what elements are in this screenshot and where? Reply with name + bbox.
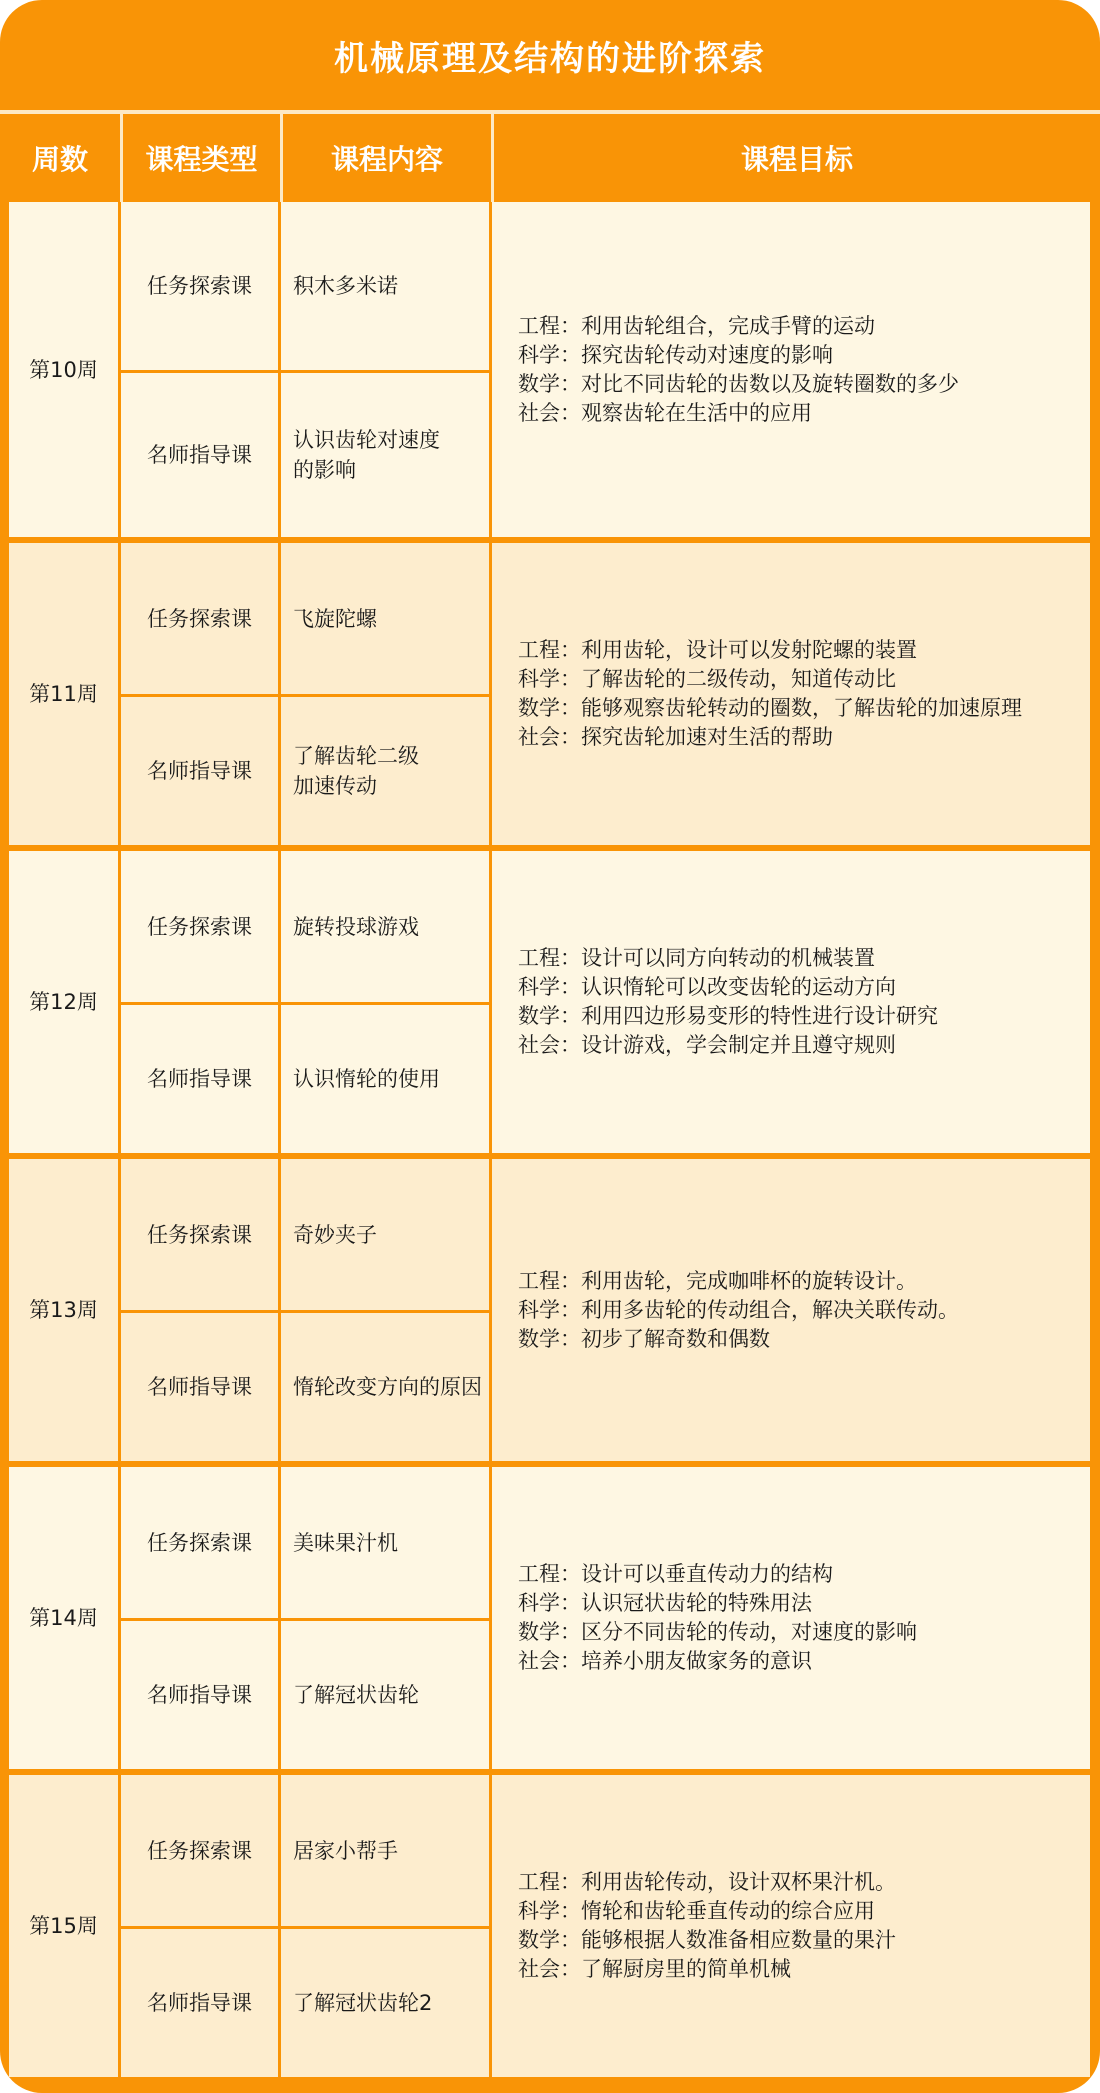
week-label: 第10周 (9, 202, 118, 537)
week-block (9, 1467, 1090, 1769)
course-content: 奇妙夹子 (281, 1159, 489, 1310)
goal-line: 工程：利用齿轮传动，设计双杯果汁机。 (518, 1870, 896, 1894)
goal-line: 数学：能够观察齿轮转动的圈数，了解齿轮的加速原理 (518, 696, 1022, 720)
goal-line: 数学：能够根据人数准备相应数量的果汁 (518, 1928, 896, 1952)
page-title: 机械原理及结构的进阶探索 (334, 38, 766, 79)
goal-line: 科学：了解齿轮的二级传动，知道传动比 (518, 667, 896, 691)
course-type: 任务探索课 (121, 202, 278, 370)
course-goals (492, 1159, 1090, 1461)
week-label: 第13周 (9, 1159, 118, 1461)
goal-line: 社会：设计游戏，学会制定并且遵守规则 (518, 1033, 896, 1057)
header-goal: 课程目标 (740, 143, 853, 176)
course-type: 名师指导课 (121, 1621, 278, 1769)
goal-line: 科学：利用多齿轮的传动组合，解决关联传动。 (518, 1297, 959, 1322)
header-type: 课程类型 (145, 143, 258, 176)
course-content: 美味果汁机 (281, 1467, 489, 1618)
goal-line: 社会：观察齿轮在生活中的应用 (518, 400, 812, 425)
week-block (9, 851, 1090, 1153)
course-content: 飞旋陀螺 (281, 543, 489, 694)
course-goals (492, 543, 1090, 845)
course-goals (492, 1775, 1090, 2077)
course-type: 名师指导课 (121, 697, 278, 845)
goal-line: 工程：设计可以同方向转动的机械装置 (518, 946, 875, 970)
course-type: 名师指导课 (121, 1929, 278, 2077)
goal-line: 科学：探究齿轮传动对速度的影响 (518, 342, 833, 367)
goal-line: 数学：初步了解奇数和偶数 (518, 1326, 770, 1351)
course-content: 认识惰轮的使用 (281, 1005, 489, 1153)
goal-line: 社会：了解厨房里的简单机械 (518, 1957, 791, 1981)
week-block (9, 1159, 1090, 1461)
week-label: 第14周 (9, 1467, 118, 1769)
course-type: 名师指导课 (121, 373, 278, 537)
goal-line: 工程：利用齿轮，完成咖啡杯的旋转设计。 (518, 1268, 917, 1293)
week-block (9, 1775, 1090, 2077)
goal-line: 科学：认识惰轮可以改变齿轮的运动方向 (518, 975, 896, 999)
goal-line: 科学：认识冠状齿轮的特殊用法 (518, 1591, 812, 1615)
week-label: 第12周 (9, 851, 118, 1153)
table-header (0, 114, 1100, 202)
course-content: 了解冠状齿轮 (281, 1621, 489, 1769)
course-content: 了解冠状齿轮2 (281, 1929, 489, 2077)
goal-line: 数学：利用四边形易变形的特性进行设计研究 (518, 1004, 938, 1028)
course-goals (492, 202, 1090, 537)
course-content: 旋转投球游戏 (281, 851, 489, 1002)
course-content: 惰轮改变方向的原因 (281, 1313, 489, 1461)
week-block (9, 202, 1090, 537)
course-type: 任务探索课 (121, 1467, 278, 1618)
week-label: 第15周 (9, 1775, 118, 2077)
week-label: 第11周 (9, 543, 118, 845)
goal-line: 社会：培养小朋友做家务的意识 (518, 1649, 812, 1673)
course-type: 名师指导课 (121, 1313, 278, 1461)
course-type: 任务探索课 (121, 851, 278, 1002)
goal-line: 工程：设计可以垂直传动力的结构 (518, 1562, 833, 1586)
course-content: 居家小帮手 (281, 1775, 489, 1926)
week-block (9, 543, 1090, 845)
goal-line: 数学：对比不同齿轮的齿数以及旋转圈数的多少 (518, 371, 959, 396)
goal-line: 社会：探究齿轮加速对生活的帮助 (518, 725, 833, 749)
goal-line: 工程：利用齿轮，设计可以发射陀螺的装置 (518, 638, 917, 662)
header-week: 周数 (31, 143, 88, 176)
course-content: 认识齿轮对速度 的影响 (281, 373, 489, 537)
goal-line: 工程：利用齿轮组合，完成手臂的运动 (518, 313, 875, 338)
course-type: 任务探索课 (121, 543, 278, 694)
course-type: 任务探索课 (121, 1159, 278, 1310)
course-type: 任务探索课 (121, 1775, 278, 1926)
course-type: 名师指导课 (121, 1005, 278, 1153)
course-content: 积木多米诺 (281, 202, 489, 370)
header-content: 课程内容 (330, 143, 443, 176)
course-goals (492, 1467, 1090, 1769)
course-content: 了解齿轮二级 加速传动 (281, 697, 489, 845)
goal-line: 科学：惰轮和齿轮垂直传动的综合应用 (518, 1899, 875, 1923)
goal-line: 数学：区分不同齿轮的传动，对速度的影响 (518, 1620, 917, 1644)
course-goals (492, 851, 1090, 1153)
